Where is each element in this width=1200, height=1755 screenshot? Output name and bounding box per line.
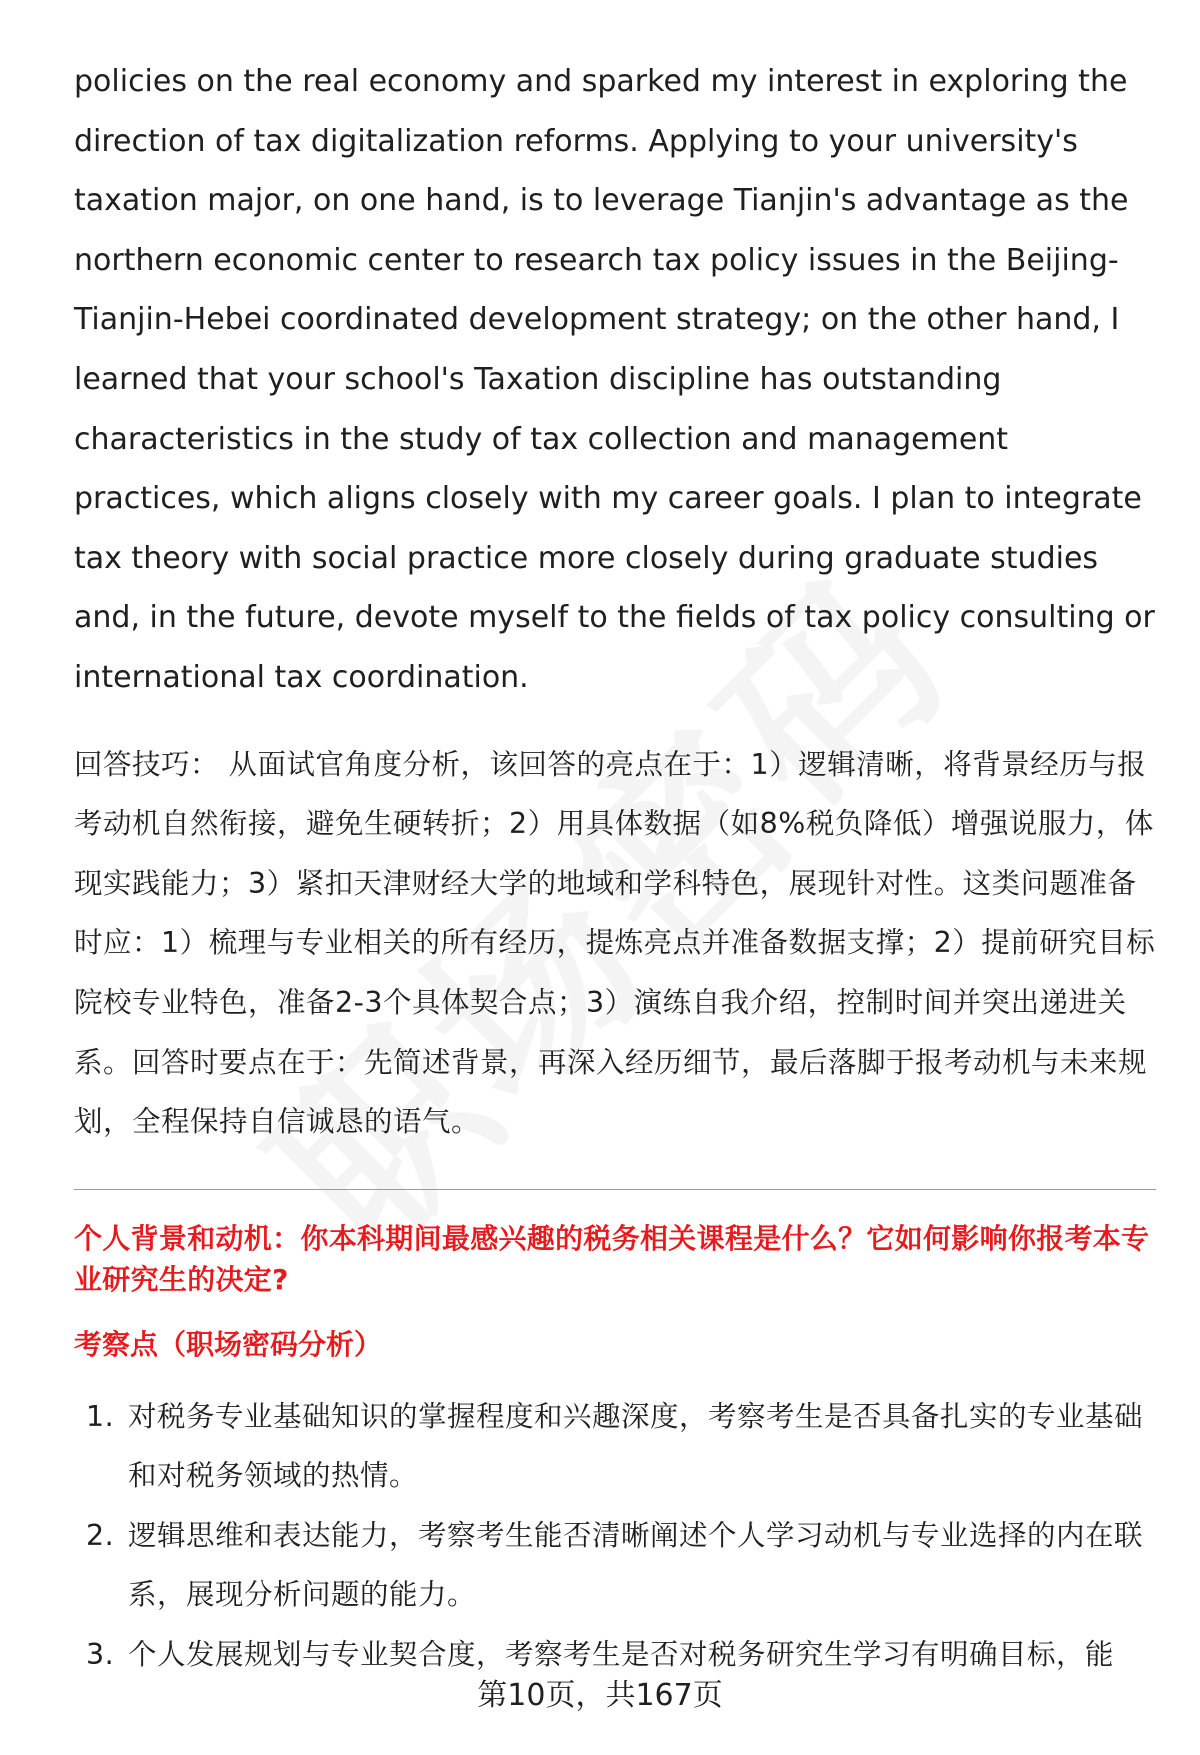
list-item xyxy=(74,1506,1156,1625)
list-item-text: 逻辑思维和表达能力，考察考生能否清晰阐述个人学习动机与专业选择的内在联系，展现分析问题的能力。 xyxy=(128,1518,1144,1612)
list-item-number: 3. xyxy=(86,1638,115,1672)
intro-paragraph: policies on the real economy and sparked my interest in exploring the direction of tax digitalization reforms. Applying to your university's taxation major, on one hand, is to leverage Tianjin's advantage as the northern economic center to research tax policy issues in the Beijing-Tianjin-Hebei coordinated development strategy; on the other hand, I learned that your school's Taxation discipline has outstanding characteristics in the study of tax collection and management practices, which aligns closely with my career goals. I plan to integrate tax theory with social practice more closely during graduate studies and, in the future, devote myself to the fields of tax policy consulting or international tax coordination. xyxy=(74,64,1155,695)
list-item-number: 2. xyxy=(86,1518,115,1552)
list-item-text: 个人发展规划与专业契合度，考察考生是否对税务研究生学习有明确目标，能 xyxy=(128,1638,1115,1672)
list-item xyxy=(74,1387,1156,1506)
question-heading: 个人背景和动机：你本科期间最感兴趣的税务相关课程是什么？它如何影响你报考本专业研究生的决定? xyxy=(74,1221,1150,1296)
assessment-section-heading: 考察点（职场密码分析） xyxy=(74,1327,383,1361)
list-item-number: 1. xyxy=(86,1399,115,1433)
answer-tip-paragraph: 回答技巧： 从面试官角度分析，该回答的亮点在于：1）逻辑清晰，将背景经历与报考动机自然衔接，避免生硬转折；2）用具体数据（如8%税负降低）增强说服力，体现实践能力；3）紧扣天津财经大学的地域和学科特色，展现针对性。这类问题准备时应：1）梳理与专业相关的所有经历，提炼亮点并准备数据支撑；2）提前研究目标院校专业特色，准备2-3个具体契合点；3）演练自我介绍，控制时间并突出递进关系。回答时要点在于：先简述背景，再深入经历细节，最后落脚于报考动机与未来规划，全程保持自信诚恳的语气。 xyxy=(74,747,1156,1139)
assessment-points-list xyxy=(74,1387,1156,1685)
document-body xyxy=(74,52,1156,1685)
page-footer: 第10页，共167页 xyxy=(477,1678,723,1713)
section-divider xyxy=(74,1189,1156,1190)
list-item-text: 对税务专业基础知识的掌握程度和兴趣深度，考察考生是否具备扎实的专业基础和对税务领域的热情。 xyxy=(128,1399,1144,1493)
